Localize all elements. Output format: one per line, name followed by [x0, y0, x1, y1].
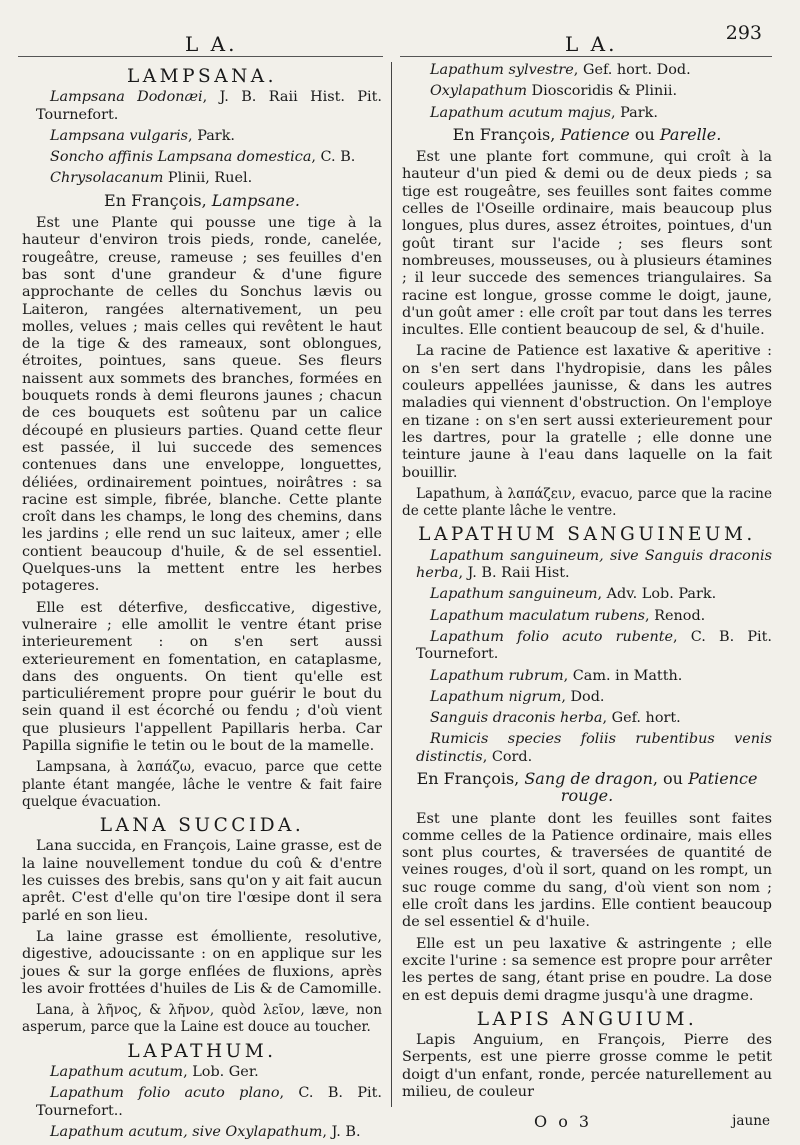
synonym-ref: , Park. — [188, 127, 235, 144]
synonym-name: Soncho affinis Lampsana domestica — [50, 149, 312, 166]
synonym-ref: Plinii, Ruel. — [163, 170, 253, 187]
synonym — [402, 62, 772, 79]
entry-lana-succida — [22, 817, 382, 1037]
description-paragraph: La laine grasse est émolliente, resolutive, digestive, adoucissante : on en applique sur les joues & sur la gorge enflées de fluxions, après les avoir frottées d'huiles de Lis & de Camomille. — [22, 928, 382, 997]
etymology: Lapathum, à λαπάζειν, evacuo, parce que la racine de cette plante lâche le ventre. — [402, 485, 772, 520]
description-paragraph: Elle est déterfive, desficcative, digestive, vulneraire ; elle amollit le ventre étant prise interieurement : on s'en sert aussi exterieurement en fomentation, en cataplasme, dans des onguents. On tient qu'elle est particuliérement propre pour guérir le bout du sein quand il est écorché ou fendu ; d'où vient que plusieurs l'appellent Papillaris herba. Car Papilla signifie le tetin ou le bout de la mamelle. — [22, 599, 382, 754]
french-joiner: , ou — [652, 768, 689, 788]
entry-title: LAPATHUM SANGUINEUM. — [418, 524, 756, 546]
header-rule-right — [400, 56, 772, 57]
french-name-alt: Parelle. — [659, 124, 722, 144]
synonym — [22, 1124, 382, 1141]
synonym-name: Rumicis species foliis rubentibus venis distinctis — [416, 731, 772, 765]
synonym — [22, 149, 382, 166]
etymology: Lana, à λῆνος, & λῆνον, quòd λεῖον, læve, non asperum, parce que la Laine est douce au toucher. — [22, 1002, 382, 1036]
french-prefix: En François, — [104, 190, 212, 210]
synonym — [402, 105, 772, 122]
entry-title: LAMPSANA. — [127, 66, 277, 87]
synonym-ref: , Lob. Ger. — [183, 1064, 259, 1081]
synonym-ref: , J. B. Raii Hist. Pit. Tournefort. — [36, 89, 383, 123]
synonym-name: Lapathum folio acuto plano — [50, 1085, 280, 1102]
synonym — [402, 629, 772, 664]
synonym-ref: , J. B. — [322, 1123, 361, 1140]
entry-lampsana — [22, 68, 382, 811]
synonym-ref: , C. B. Pit. Tournefort. — [416, 628, 772, 663]
synonym — [402, 710, 772, 727]
synonym-ref: , J. B. Raii Hist. — [458, 565, 570, 582]
synonym-name: Lapathum acutum — [50, 1064, 184, 1081]
french-name-line — [402, 770, 772, 805]
synonym — [22, 170, 382, 187]
synonym-ref: , Park. — [611, 104, 658, 121]
synonym — [402, 731, 772, 766]
etymology: Lampsana, à λαπάζω, evacuo, parce que cette plante étant mangée, lâche le ventre & fait faire quelque évacuation. — [22, 759, 382, 810]
synonym — [22, 89, 382, 124]
synonym-list — [402, 62, 772, 122]
synonym-list — [22, 1064, 382, 1141]
synonym-ref: , Dod. — [561, 688, 605, 705]
synonym-name: Lapathum rubrum — [430, 667, 564, 684]
description-paragraph: Est une Plante qui pousse une tige à la hauteur d'environ trois pieds, ronde, canelée, rougeâtre, creuse, rameuse ; ses feuilles d'en bas sont d'une grandeur & d'une figure approchante de celles du Sonchus lævis ou Laiteron, rangées alternativement, un peu molles, velues ; mais celles qui revêtent le haut de la tige & des rameaux, sont oblongues, étroites, pointues, sans queue. Ses fleurs naissent aux sommets des branches, formées en bouquets ronds à demi fleurons jaunes ; chacun de ces bouquets est soûtenu par un calice découpé en plusieurs parties. Quand cette fleur est passée, il lui succede des semences contenues dans une enveloppe, longuettes, déliées, ordinairement pointues, noirâtres : sa racine est simple, fibrée, blanche. Cette plante croît dans les champs, le long des chemins, dans les jardins ; elle rend un suc laiteux, amer ; elle contient beaucoup d'huile, & de sel essentiel. Quelques-uns la mettent entre les herbes potageres. — [22, 215, 382, 595]
french-name: Patience — [560, 124, 630, 144]
synonym-name: Lampsana vulgaris — [50, 127, 189, 144]
synonym-name: Lapathum sanguineum — [430, 586, 598, 603]
page-number: 293 — [725, 22, 762, 44]
entry-title: LANA SUCCIDA. — [99, 815, 305, 837]
synonym-ref: , Adv. Lob. Park. — [597, 586, 717, 603]
synonym-name: Lapathum sanguineum, sive Sanguis draconis herba — [416, 547, 772, 582]
entry-lapathum — [22, 1040, 382, 1141]
description-paragraph: La racine de Patience est laxative & aperitive : on s'en sert dans l'hydropisie, dans les pâles couleurs appellées jaunisse, & dans les autres maladies qui viennent d'obstruction. On l'employe en tizane : on s'en sert aussi exterieurement pour les dartres, pour la gratelle ; elle donne une teinture jaune à l'eau dans laquelle on la fait bouillir. — [402, 343, 772, 481]
french-name: Sang de dragon — [524, 768, 653, 788]
synonym-name: Lapathum acutum majus — [430, 104, 611, 121]
entry-lapis-anguium — [402, 1008, 772, 1101]
header-rule-left — [18, 56, 383, 57]
entry-lapathum-continued — [402, 62, 772, 520]
signature-mark: O o 3 — [534, 1112, 593, 1131]
synonym-ref: , Gef. hort. — [602, 710, 681, 727]
french-joiner: ou — [629, 124, 660, 144]
description-paragraph: Lana succida, en François, Laine grasse, est de la laine nouvellement tondue du coû & d'entre les cuisses des brebis, sans qu'on y ait fait aucun aprêt. C'est d'elle qu'on tire l'œsipe dont il sera parlé en son lieu. — [22, 838, 382, 924]
synonym — [402, 548, 772, 583]
french-name-line — [22, 192, 382, 209]
description-paragraph: Est une plante dont les feuilles sont faites comme celles de la Patience ordinaire, mais elles sont plus courtes, & traversées de quantité de veines rouges, d'où il sort, quand on les rompt, un suc rouge comme du sang, d'où vient son nom ; elle croît dans les jardins. Elle contient beaucoup de sel essentiel & d'huile. — [402, 810, 772, 931]
synonym-name: Lapathum acutum, sive Oxylapathum — [50, 1123, 323, 1140]
synonym-list — [402, 548, 772, 766]
left-column — [22, 62, 382, 1145]
description-paragraph: Lapis Anguium, en François, Pierre des Serpents, est une pierre grosse comme le petit doigt d'un enfant, ronde, percée naturellement au milieu, de couleur — [402, 1032, 772, 1101]
french-name: Lampsane. — [211, 190, 300, 210]
synonym-name: Lapathum maculatum rubens — [430, 607, 646, 624]
synonym-ref: Dioscoridis & Plinii. — [526, 83, 678, 100]
synonym-name: Lapathum nigrum — [430, 688, 562, 705]
synonym-ref: , C. B. Pit. Tournefort.. — [36, 1085, 382, 1119]
entry-title: LAPATHUM. — [127, 1040, 277, 1062]
synonym-name: Lapathum sylvestre — [430, 62, 574, 78]
synonym-ref: , Cam. in Matth. — [563, 667, 683, 684]
synonym — [22, 1064, 382, 1081]
running-head-left: L A. — [185, 32, 238, 56]
synonym-ref: , Renod. — [645, 607, 706, 624]
running-head-right: L A. — [565, 32, 618, 56]
synonym-ref: , Cord. — [482, 748, 533, 765]
synonym — [402, 608, 772, 625]
french-name-line — [402, 126, 772, 143]
synonym-name: Lampsana Dodonæi — [50, 89, 203, 106]
synonym-name: Chrysolacanum — [50, 170, 164, 187]
synonym — [402, 689, 772, 706]
column-divider — [391, 62, 392, 1107]
synonym — [22, 1085, 382, 1120]
french-prefix: En François, — [416, 768, 525, 788]
synonym — [22, 128, 382, 145]
entry-title: LAPIS ANGUIUM. — [476, 1008, 698, 1030]
synonym-name: Oxylapathum — [430, 83, 527, 100]
entry-lapathum-sanguineum — [402, 526, 772, 1004]
synonym-ref: , Gef. hort. Dod. — [573, 62, 691, 78]
synonym — [402, 668, 772, 685]
french-prefix: En François, — [452, 124, 561, 144]
synonym — [402, 586, 772, 603]
synonym — [402, 83, 772, 100]
synonym-ref: , C. B. — [311, 149, 356, 166]
synonym-name: Sanguis draconis herba — [430, 710, 603, 727]
right-column — [402, 62, 772, 1105]
synonym-list — [22, 89, 382, 187]
catchword: jaune — [732, 1113, 770, 1129]
description-paragraph: Est une plante fort commune, qui croît à la hauteur d'un pied & demi ou de deux pieds ; sa tige est rougeâtre, ses feuilles sont faites comme celles de l'Oseille ordinaire, mais beaucoup plus longues, plus dures, assez étroites, pointues, d'un goût tirant sur l'acide ; ses fleurs sont nombreuses, mousseuses, ou à plusieurs étamines ; il leur succede des semences triangulaires. Sa racine est longue, grosse comme le doigt, jaune, d'un goût amer : elle croît par tout dans les terres incultes. Elle contient beaucoup de sel, & d'huile. — [402, 149, 772, 339]
french-name-alt: Patience rouge. — [560, 768, 758, 806]
description-paragraph: Elle est un peu laxative & astringente ; elle excite l'urine : sa semence est propre pour arrêter les pertes de sang, étant prise en poudre. La dose en est depuis demi dragme jusqu'à une dragme. — [402, 935, 772, 1004]
synonym-name: Lapathum folio acuto rubente — [430, 628, 674, 645]
